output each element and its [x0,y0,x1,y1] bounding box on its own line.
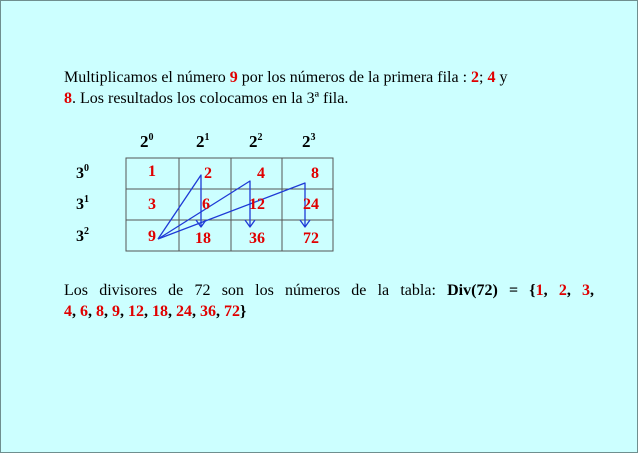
cell-value: 2 [204,165,212,182]
number-four: 4 [487,69,496,86]
number-eight: 8 [64,90,72,107]
cell-value: 12 [249,196,265,213]
divisor: 12 [128,303,144,320]
row-header-3-2: $3^2$ [76,226,89,245]
cell-value: 24 [303,196,319,213]
cell-value: 36 [249,230,265,247]
divisor: 72 [224,303,240,320]
cell-value: 72 [303,230,319,247]
divisor: 2 [558,282,567,299]
divisor: 3 [582,282,591,299]
separator: ; [479,69,488,86]
number-nine: 9 [229,69,238,86]
cell-value: 4 [257,165,265,182]
divisor: 9 [112,303,120,320]
row-header-3-1: $3^1$ [76,194,89,213]
multiplication-arrows [158,175,310,239]
text-run: Multiplicamos el número [64,69,230,86]
divisor: 1 [535,282,544,299]
cell-value: 8 [311,165,319,182]
divisor: 18 [152,303,168,320]
cell-value: 18 [195,230,211,247]
col-header-2-3: $2^3$ [302,132,316,151]
cell-value: 6 [202,196,210,213]
div-label: Div(72) = { [447,282,536,299]
cell-value: 3 [148,196,156,213]
text-run: . Los resultados los colocamos en la 3ª fila. [72,90,349,107]
cell-value: 9 [148,228,156,245]
number-two: 2 [471,69,480,86]
close-brace: } [240,303,247,320]
divisors-text: Los divisores de 72 son los números de la tabla: Div(72) = {1, 2, 3, 4, 6, 8, 9, 12, 18, 24, 36, 72} [64,282,595,320]
col-header-2-2: $2^2$ [249,132,263,151]
divisor: 24 [176,303,192,320]
divisor: 8 [96,303,104,320]
row-header-3-0: $3^0$ [76,163,89,182]
divisor: 6 [80,303,88,320]
divisor: 4 [64,303,72,320]
divisors-line-1: Los divisores de 72 son los números de la tabla: Div(72) = {1, 2, 3, [64,282,595,299]
col-header-2-0: $2^0$ [140,132,154,151]
text-run: y [495,69,508,86]
col-header-2-1: $2^1$ [196,132,210,151]
text-run: Los divisores de 72 son los números de la tabla: [64,282,448,299]
text-run: por los números de la primera fila : [237,69,472,86]
cell-value: 1 [148,163,156,180]
divisor: 36 [200,303,216,320]
